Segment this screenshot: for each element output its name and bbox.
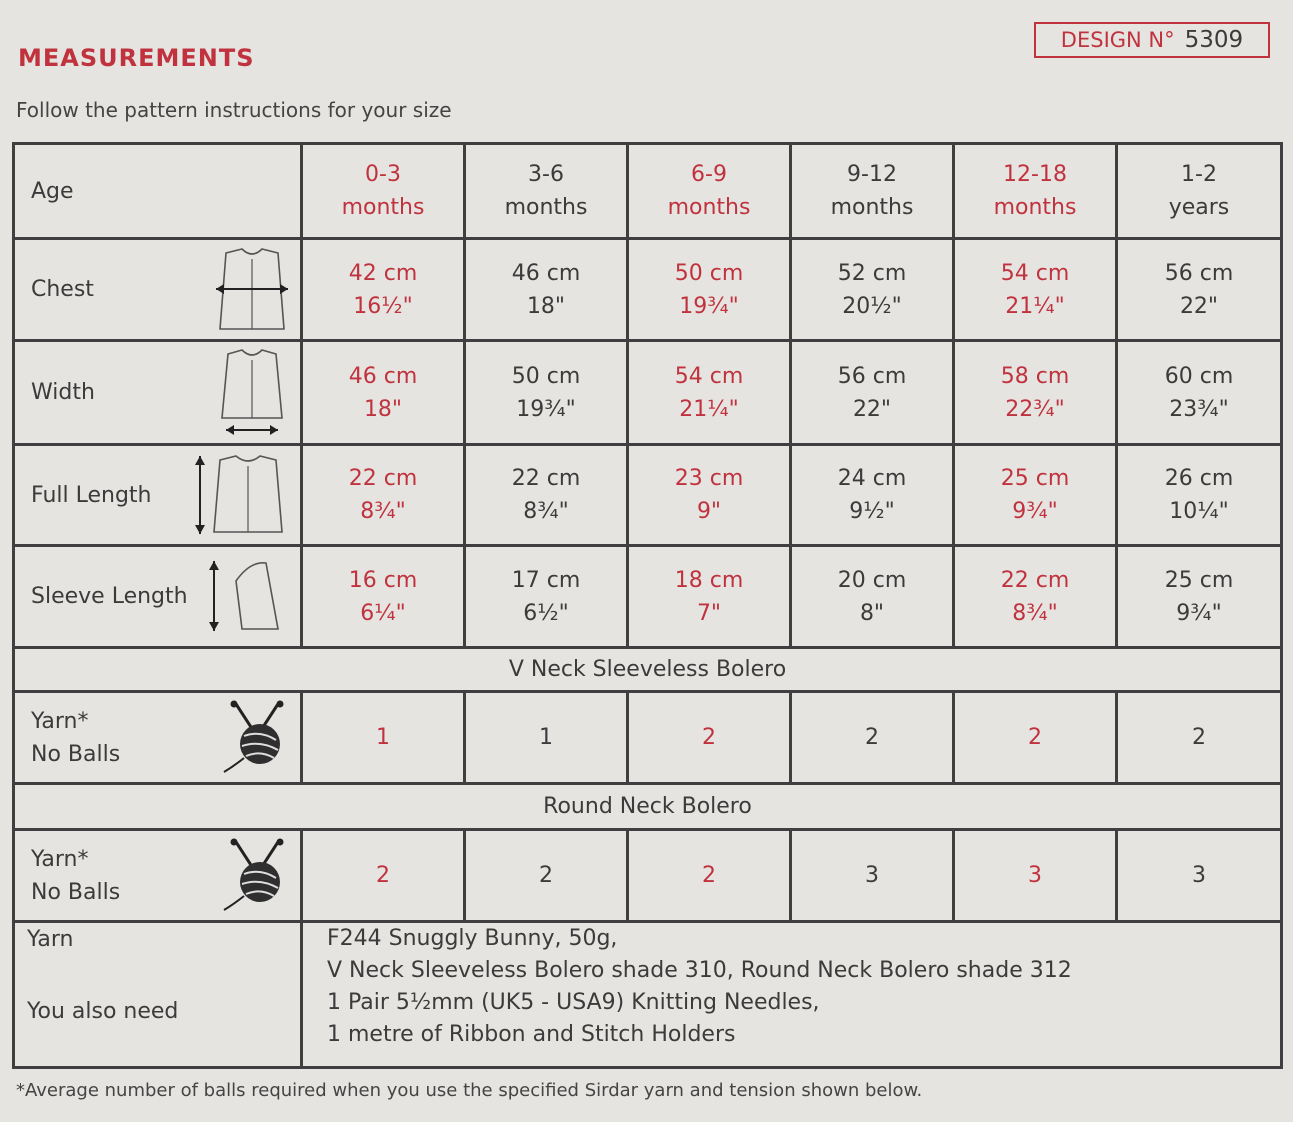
full-length-cell-6-9-months: 23 cm 9": [628, 445, 791, 546]
materials-labels: [14, 922, 302, 1068]
also-need-label: You also need: [27, 999, 179, 1025]
full-length-label: Full Length: [14, 445, 302, 546]
width-cell-3-6-months: 50 cm 19¾": [465, 341, 628, 445]
full-length-cell-12-18-months: 25 cm 9¾": [954, 445, 1117, 546]
v-neck-section-title: V Neck Sleeveless Bolero: [14, 648, 1282, 692]
full-length-cell-3-6-months: 22 cm 8¾": [465, 445, 628, 546]
sleeve-length-cell-6-9-months: 18 cm 7": [628, 546, 791, 648]
chest-cell-1-2-years: 56 cm 22": [1117, 239, 1282, 341]
v-neck-yarn-cell-3-6-months: 1: [465, 692, 628, 784]
age-label: Age: [14, 144, 302, 239]
v-neck-yarn-cell-12-18-months: 2: [954, 692, 1117, 784]
materials-details: [302, 922, 1282, 1068]
design-number: 5309: [1184, 27, 1244, 53]
size-header-0-3-months: 0-3 months: [302, 144, 465, 239]
chest-width-garment-icon: [212, 245, 292, 335]
full-length-row: [14, 445, 1282, 546]
width-cell-9-12-months: 56 cm 22": [791, 341, 954, 445]
v-neck-yarn-label: Yarn* No Balls: [14, 692, 302, 784]
width-cell-12-18-months: 58 cm 22¾": [954, 341, 1117, 445]
chest-cell-6-9-months: 50 cm 19¾": [628, 239, 791, 341]
v-neck-yarn-cell-6-9-months: 2: [628, 692, 791, 784]
sleeve-length-cell-0-3-months: 16 cm 6¼": [302, 546, 465, 648]
size-header-12-18-months: 12-18 months: [954, 144, 1117, 239]
round-neck-yarn-cell-12-18-months: 3: [954, 830, 1117, 922]
width-label: Width: [14, 341, 302, 445]
width-row: [14, 341, 1282, 445]
materials-row: [14, 922, 1282, 1068]
instructions-subtitle: Follow the pattern instructions for your size: [16, 98, 452, 122]
v-neck-yarn-cell-0-3-months: 1: [302, 692, 465, 784]
width-cell-0-3-months: 46 cm 18": [302, 341, 465, 445]
v-neck-yarn-row: [14, 692, 1282, 784]
size-header-3-6-months: 3-6 months: [465, 144, 628, 239]
age-row: [14, 144, 1282, 239]
size-header-6-9-months: 6-9 months: [628, 144, 791, 239]
yarn-line-2: V Neck Sleeveless Bolero shade 310, Round Neck Bolero shade 312: [327, 957, 1072, 983]
hem-width-garment-icon: [212, 348, 292, 438]
full-length-cell-9-12-months: 24 cm 9½": [791, 445, 954, 546]
v-neck-section-row: [14, 648, 1282, 692]
v-neck-yarn-cell-1-2-years: 2: [1117, 692, 1282, 784]
size-header-1-2-years: 1-2 years: [1117, 144, 1282, 239]
full-length-cell-0-3-months: 22 cm 8¾": [302, 445, 465, 546]
sleeve-length-cell-1-2-years: 25 cm 9¾": [1117, 546, 1282, 648]
yarn-line-1: F244 Snuggly Bunny, 50g,: [327, 926, 618, 951]
yarn-label: Yarn: [27, 927, 74, 952]
full-length-cell-1-2-years: 26 cm 10¼": [1117, 445, 1282, 546]
chest-label: Chest: [14, 239, 302, 341]
width-cell-6-9-months: 54 cm 21¼": [628, 341, 791, 445]
measurements-table: [12, 142, 1283, 1069]
sleeve-length-label: Sleeve Length: [14, 546, 302, 648]
round-neck-yarn-cell-9-12-months: 3: [791, 830, 954, 922]
round-neck-section-title: Round Neck Bolero: [14, 784, 1282, 830]
sleeve-length-cell-3-6-months: 17 cm 6½": [465, 546, 628, 648]
need-line-1: 1 Pair 5½mm (UK5 - USA9) Knitting Needles,: [327, 989, 820, 1015]
round-neck-yarn-row: [14, 830, 1282, 922]
sleeve-length-cell-12-18-months: 22 cm 8¾": [954, 546, 1117, 648]
design-number-box: [1034, 22, 1270, 58]
round-neck-yarn-cell-0-3-months: 2: [302, 830, 465, 922]
footnote: *Average number of balls required when you use the specified Sirdar yarn and tension shown below.: [16, 1080, 923, 1101]
design-label: DESIGN N°: [1060, 28, 1175, 52]
v-neck-yarn-cell-9-12-months: 2: [791, 692, 954, 784]
chest-cell-0-3-months: 42 cm 16½": [302, 239, 465, 341]
full-length-garment-icon: [192, 452, 292, 538]
round-neck-yarn-cell-6-9-months: 2: [628, 830, 791, 922]
round-neck-yarn-cell-3-6-months: 2: [465, 830, 628, 922]
page-title: MEASUREMENTS: [18, 44, 255, 72]
round-neck-yarn-label: Yarn* No Balls: [14, 830, 302, 922]
chest-cell-3-6-months: 46 cm 18": [465, 239, 628, 341]
chest-cell-9-12-months: 52 cm 20½": [791, 239, 954, 341]
round-neck-yarn-cell-1-2-years: 3: [1117, 830, 1282, 922]
sleeve-length-cell-9-12-months: 20 cm 8": [791, 546, 954, 648]
need-line-2: 1 metre of Ribbon and Stitch Holders: [327, 1021, 736, 1047]
size-header-9-12-months: 9-12 months: [791, 144, 954, 239]
chest-row: [14, 239, 1282, 341]
round-neck-section-row: [14, 784, 1282, 830]
chest-cell-12-18-months: 54 cm 21¼": [954, 239, 1117, 341]
sleeve-length-row: [14, 546, 1282, 648]
sleeve-length-icon: [206, 557, 292, 637]
width-cell-1-2-years: 60 cm 23¾": [1117, 341, 1282, 445]
